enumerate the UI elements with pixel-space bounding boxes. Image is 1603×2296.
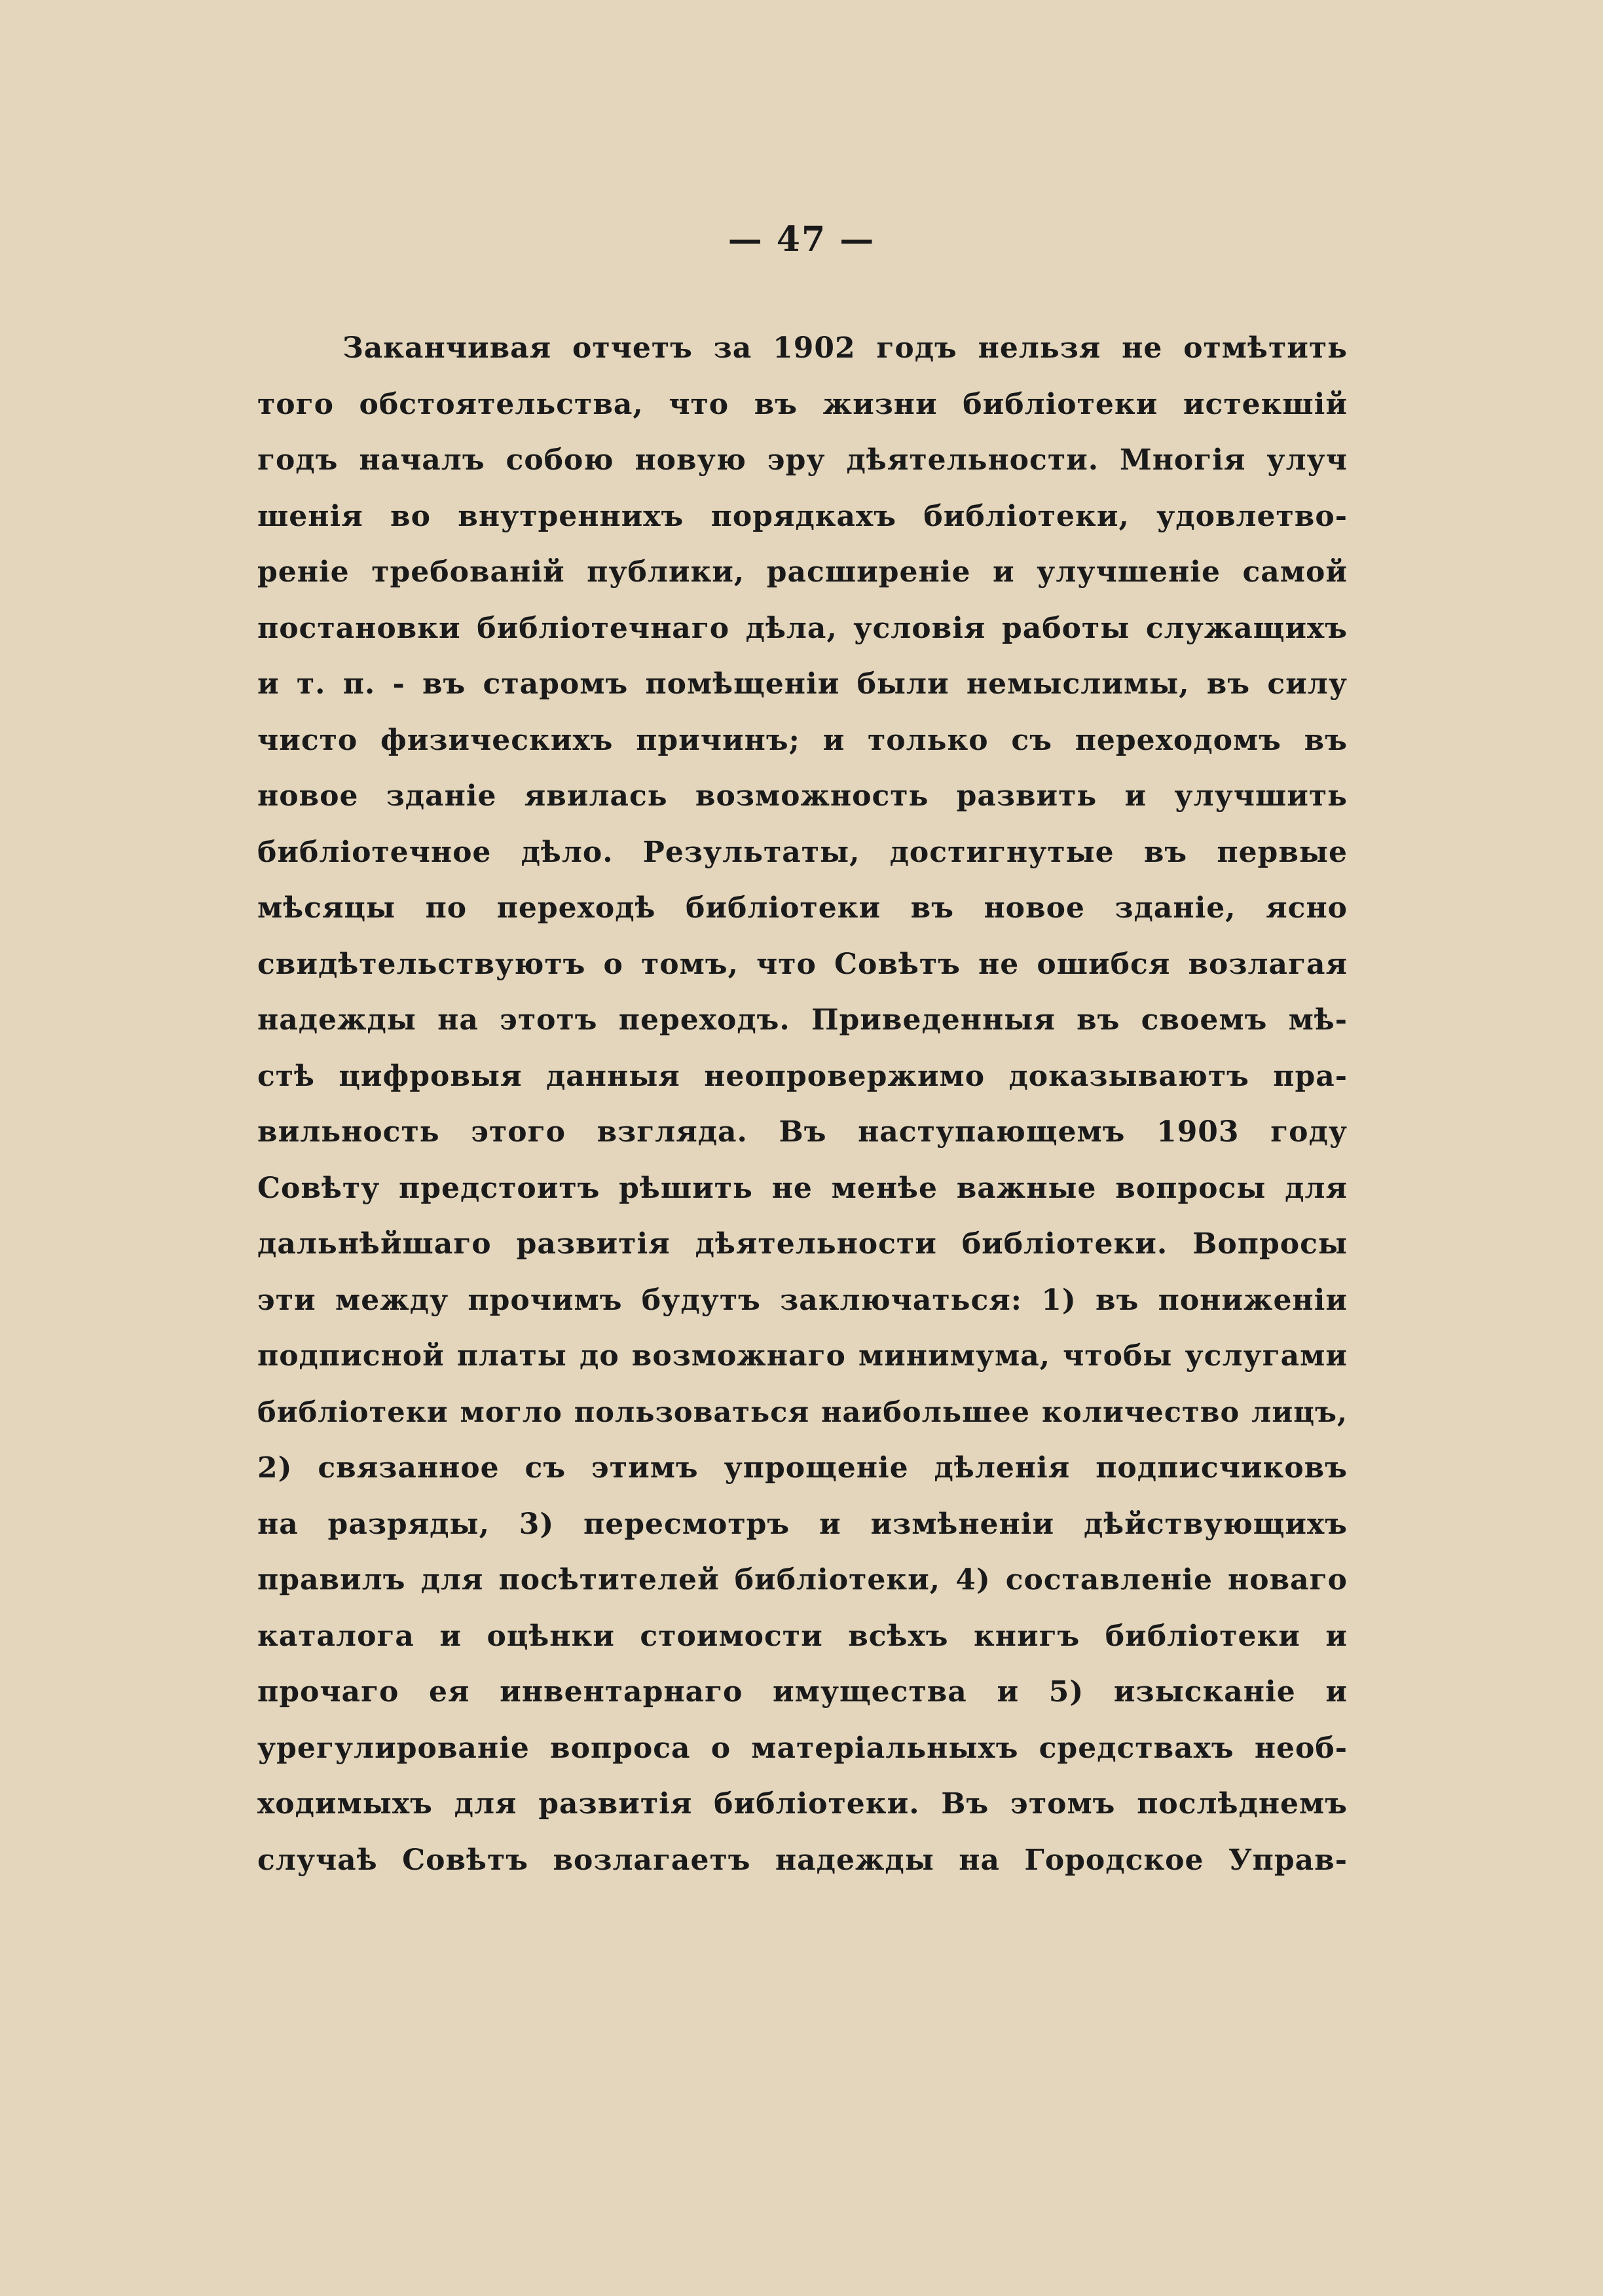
text-line: подписной платы до возможнаго минимума, чтобы услугами — [257, 1339, 1348, 1373]
text-line: реніе требованій публики, расширеніе и улучшеніе самой — [257, 555, 1348, 589]
text-line: ходимыхъ для развитія библіотеки. Въ этомъ послѣднемъ — [257, 1787, 1348, 1821]
text-line: стѣ цифровыя данныя неопровержимо доказываютъ пра- — [257, 1059, 1348, 1093]
text-line: дальнѣйшаго развитія дѣятельности библіотеки. Вопросы — [257, 1227, 1348, 1261]
text-line: постановки библіотечнаго дѣла, условія работы служащихъ — [257, 611, 1348, 645]
text-line: библіотеки могло пользоваться наибольшее количество лицъ, — [257, 1396, 1348, 1429]
text-line: урегулированіе вопроса о матеріальныхъ средствахъ необ- — [257, 1731, 1348, 1765]
text-line: на разряды, 3) пересмотръ и измѣненіи дѣйствующихъ — [257, 1507, 1348, 1541]
text-line: и т. п. - въ старомъ помѣщеніи были немыслимы, въ силу — [257, 667, 1348, 701]
text-line: годъ началъ собою новую эру дѣятельности. Многія улуч — [257, 443, 1348, 477]
text-line: библіотечное дѣло. Результаты, достигнутые въ первые — [257, 835, 1348, 869]
text-line: вильность этого взгляда. Въ наступающемъ 1903 году — [257, 1115, 1348, 1149]
text-line: Заканчивая отчетъ за 1902 годъ нельзя не отмѣтить — [342, 331, 1348, 365]
text-line: правилъ для посѣтителей библіотеки, 4) составленіе новаго — [257, 1563, 1348, 1597]
text-line: того обстоятельства, что въ жизни библіотеки истекшій — [257, 387, 1348, 421]
text-line: новое зданіе явилась возможность развить и улучшить — [257, 779, 1348, 813]
text-line: случаѣ Совѣтъ возлагаетъ надежды на Городское Управ- — [257, 1843, 1348, 1877]
text-line: прочаго ея инвентарнаго имущества и 5) изысканіе и — [257, 1675, 1348, 1709]
page-number: — 47 — — [728, 219, 875, 259]
body-text — [257, 329, 1348, 1897]
text-line: чисто физическихъ причинъ; и только съ переходомъ въ — [257, 723, 1348, 757]
text-line: 2) связанное съ этимъ упрощеніе дѣленія подписчиковъ — [257, 1451, 1348, 1485]
text-line: эти между прочимъ будутъ заключаться: 1) въ пониженіи — [257, 1283, 1348, 1317]
text-line: шенія во внутреннихъ порядкахъ библіотеки, удовлетво- — [257, 499, 1348, 533]
text-line: мѣсяцы по переходѣ библіотеки въ новое зданіе, ясно — [257, 891, 1348, 925]
text-line: Совѣту предстоитъ рѣшить не менѣе важные вопросы для — [257, 1171, 1348, 1205]
text-line: каталога и оцѣнки стоимости всѣхъ книгъ библіотеки и — [257, 1619, 1348, 1653]
text-line: надежды на этотъ переходъ. Приведенныя въ своемъ мѣ- — [257, 1003, 1348, 1037]
text-line: свидѣтельствуютъ о томъ, что Совѣтъ не ошибся возлагая — [257, 947, 1348, 981]
